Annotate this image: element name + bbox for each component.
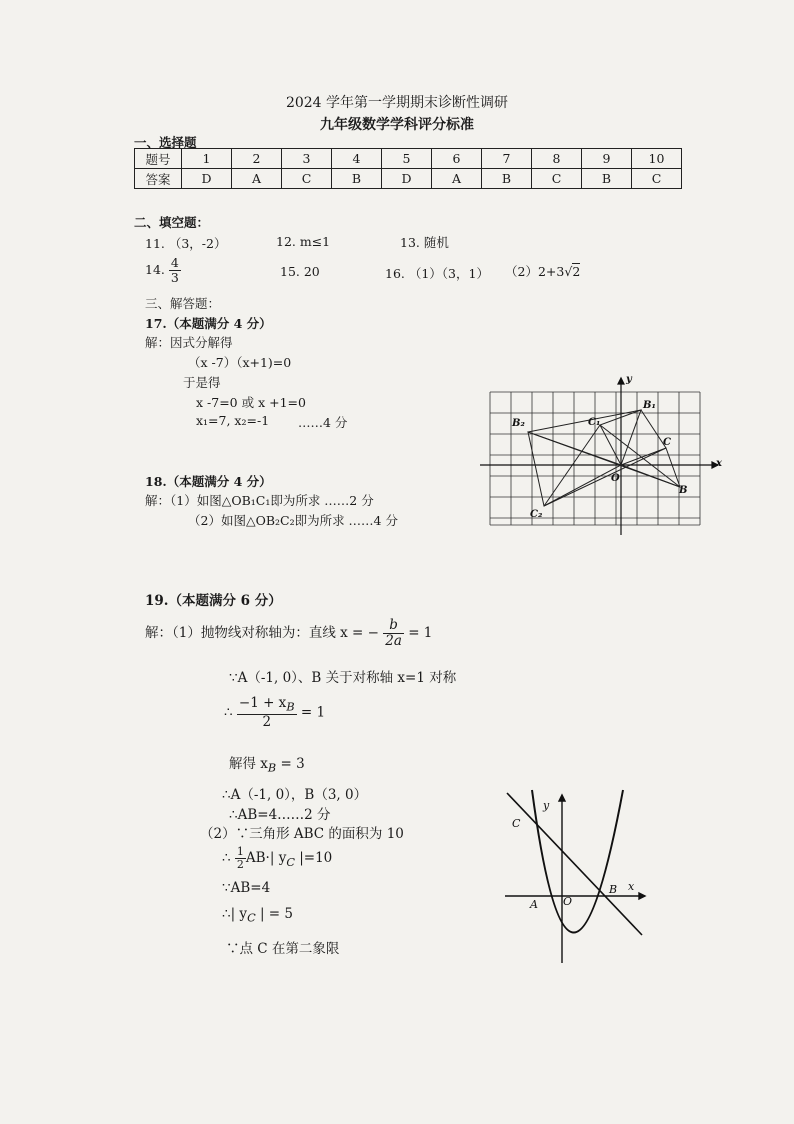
label-b1: B₁ xyxy=(643,400,656,411)
q17-line: （x -7）（x+1)=0 xyxy=(188,355,292,370)
table-cell: B xyxy=(582,169,632,189)
coordinate-grid-figure xyxy=(480,370,730,540)
triangle-obc xyxy=(621,448,680,487)
q19-text: = 3 xyxy=(276,756,305,772)
denominator: 2 xyxy=(236,858,244,872)
q18-line: （2）如图△OB₂C₂即为所求 ……4 分 xyxy=(188,513,398,528)
q17-line: x -7=0 或 x +1=0 xyxy=(196,395,306,410)
label-x: x xyxy=(716,458,722,469)
table-row xyxy=(135,169,682,189)
table-cell: C xyxy=(632,169,682,189)
table-cell: C xyxy=(532,169,582,189)
table-cell: 1 xyxy=(182,149,232,169)
q19-line-5: ∴A（-1, 0），B（3, 0） xyxy=(222,787,368,803)
table-cell: 8 xyxy=(532,149,582,169)
q19-title: 19.（本题满分 6 分） xyxy=(145,593,282,609)
denominator: 2 xyxy=(262,714,272,731)
answer-table xyxy=(134,148,682,189)
answer-14 xyxy=(145,256,181,285)
subscript: C xyxy=(286,855,295,869)
q19-line-1 xyxy=(145,618,432,649)
label-b2: B₂ xyxy=(512,418,525,429)
q17-score: ……4 分 xyxy=(298,415,348,430)
q19-line-4 xyxy=(229,752,305,775)
q19-text: = 1 xyxy=(408,624,433,641)
label-b: B xyxy=(679,485,688,496)
answer-13: 13. 随机 xyxy=(400,235,449,250)
label-c2: C₂ xyxy=(530,509,543,520)
fraction-midpoint xyxy=(237,696,297,730)
q19-text: ∴| y xyxy=(222,906,248,922)
answer-15: 15. 20 xyxy=(280,264,320,279)
row-label: 答案 xyxy=(135,169,182,189)
q17-line: 解：因式分解得 xyxy=(145,335,233,350)
sqrt-symbol: √ xyxy=(564,264,573,279)
section-heading-fill: 二、填空题： xyxy=(134,215,210,230)
therefore-symbol: ∴ xyxy=(222,850,231,867)
q18-title: 18.（本题满分 4 分） xyxy=(145,474,272,489)
subscript: C xyxy=(247,911,256,925)
table-cell: 4 xyxy=(332,149,382,169)
axes xyxy=(480,378,718,535)
q19-line-8 xyxy=(222,846,332,871)
section-heading-solutions: 三、解答题： xyxy=(145,296,221,311)
radicand: 2 xyxy=(572,264,581,279)
line-bc xyxy=(507,793,642,935)
q19-text: 解：（1）抛物线对称轴为：直线 x = − xyxy=(145,624,379,641)
x-axis-arrow xyxy=(639,893,645,899)
q19-line-7: （2）∵三角形 ABC 的面积为 10 xyxy=(200,826,404,842)
label-origin: O xyxy=(563,895,573,908)
table-cell: 3 xyxy=(282,149,332,169)
table-cell: D xyxy=(182,169,232,189)
q19-text: | = 5 xyxy=(255,906,293,922)
numerator: −1 + x xyxy=(238,695,287,711)
answer-12: 12. m≤1 xyxy=(276,234,331,249)
answer-11: 11. （3，-2） xyxy=(145,236,227,251)
label-c: C xyxy=(663,437,671,448)
q19-text: = 1 xyxy=(300,704,326,721)
table-cell: C xyxy=(282,169,332,189)
q19-line-11: ∵点 C 在第二象限 xyxy=(226,941,340,957)
answer-14-fraction xyxy=(169,256,181,285)
section-heading-choice: 一、选择题 xyxy=(134,135,197,150)
row-label: 题号 xyxy=(135,149,182,169)
label-x: x xyxy=(628,880,635,893)
table-cell: 6 xyxy=(432,149,482,169)
table-cell: 7 xyxy=(482,149,532,169)
table-cell: A xyxy=(432,169,482,189)
table-cell: 9 xyxy=(582,149,632,169)
table-cell: 10 xyxy=(632,149,682,169)
answer-14-label: 14. xyxy=(145,261,165,277)
table-cell: 5 xyxy=(382,149,432,169)
denominator: 3 xyxy=(170,269,179,285)
numerator: b xyxy=(383,618,404,634)
label-y: y xyxy=(543,799,550,812)
table-cell: 2 xyxy=(232,149,282,169)
y-axis-arrow xyxy=(618,378,624,384)
table-cell: B xyxy=(332,169,382,189)
subscript: B xyxy=(286,700,295,714)
q19-line-2: ∵A（-1, 0）、B 关于对称轴 x=1 对称 xyxy=(229,670,457,686)
grid-lines xyxy=(490,392,700,525)
q19-text: |=10 xyxy=(294,850,333,867)
numerator: 1 xyxy=(236,845,244,858)
q17-line: 于是得 xyxy=(183,375,221,390)
label-c: C xyxy=(512,817,521,830)
label-c1: C₁ xyxy=(588,417,601,428)
parabola-figure xyxy=(495,785,655,970)
q17-title: 17.（本题满分 4 分） xyxy=(145,316,272,331)
triangle-ob2c2 xyxy=(528,432,621,506)
document-subtitle: 九年级数学学科评分标准 xyxy=(320,117,474,133)
q19-text: AB·| y xyxy=(245,850,287,867)
y-axis-arrow xyxy=(559,795,565,801)
label-origin: O xyxy=(611,473,620,484)
label-a: A xyxy=(530,898,538,911)
label-y: y xyxy=(626,374,632,385)
label-b: B xyxy=(609,883,618,896)
q19-line-10 xyxy=(222,906,293,925)
fraction-b-2a xyxy=(383,618,404,649)
denominator: 2a xyxy=(385,632,402,649)
q19-text: 解得 x xyxy=(229,756,268,772)
therefore-symbol: ∴ xyxy=(224,704,233,721)
table-cell: B xyxy=(482,169,532,189)
q19-line-3 xyxy=(224,696,325,730)
table-cell: A xyxy=(232,169,282,189)
q18-line: 解：（1）如图△OB₁C₁即为所求 ……2 分 xyxy=(145,493,374,508)
q19-line-6: ∴AB=4……2 分 xyxy=(229,807,331,823)
answer-16-part1: 16. （1）（3，1） xyxy=(385,266,489,281)
numerator: 4 xyxy=(170,255,179,270)
answer-16-part2 xyxy=(505,262,580,280)
answer-16-part2-prefix: （2）2+3 xyxy=(505,264,565,279)
triangles xyxy=(528,410,680,506)
fraction-half xyxy=(235,846,246,871)
q19-line-9: ∵AB=4 xyxy=(222,880,271,896)
table-cell: D xyxy=(382,169,432,189)
table-row xyxy=(135,149,682,169)
q17-line: x₁=7, x₂=-1 xyxy=(196,413,270,428)
subscript: B xyxy=(267,761,277,775)
document-title: 2024 学年第一学期期末诊断性调研 xyxy=(285,95,509,111)
